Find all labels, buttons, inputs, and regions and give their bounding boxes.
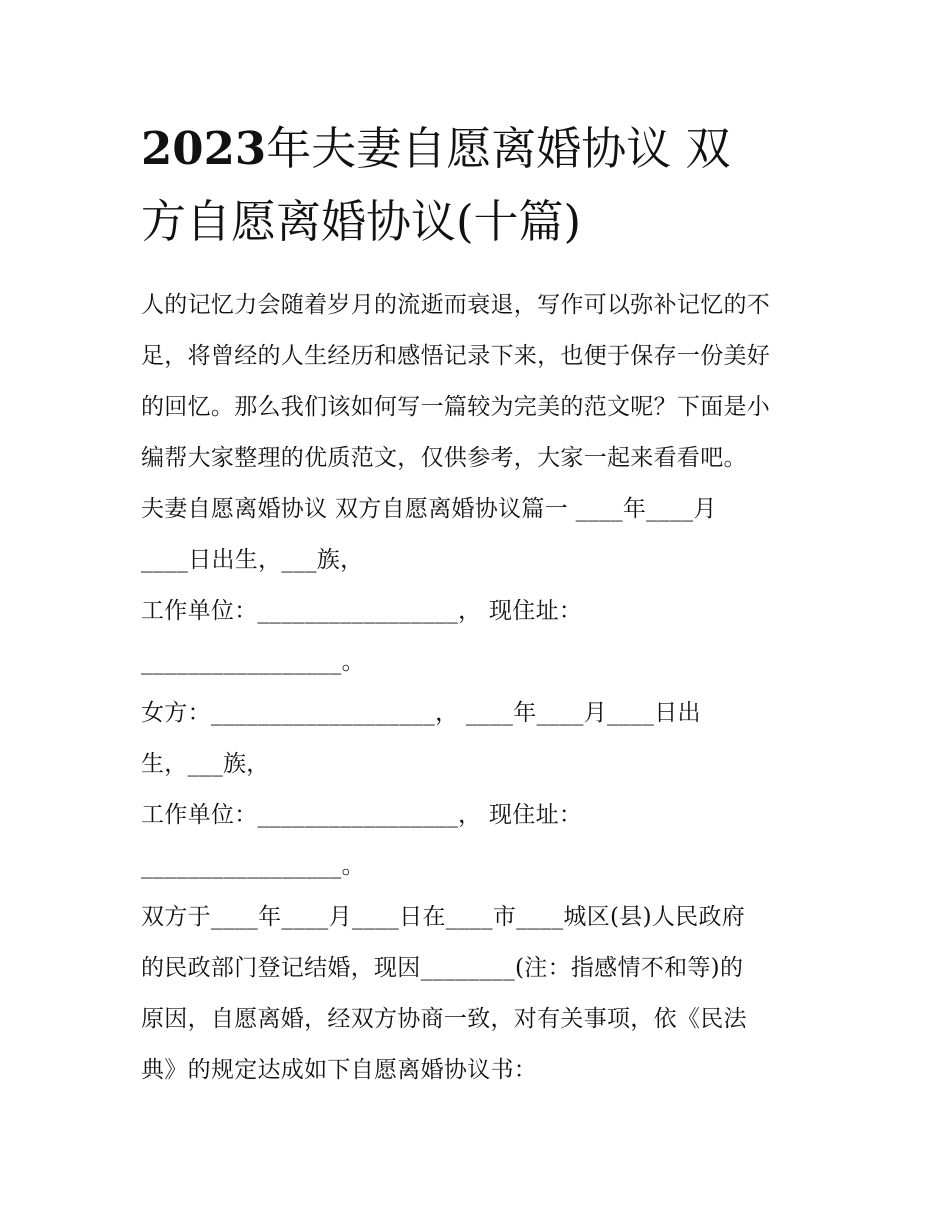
paragraph-line: 女方：___________________， ____年____月____日出 xyxy=(141,700,701,726)
paragraph-line: 人的记忆力会随着岁月的流逝而衰退，写作可以弥补记忆的不 xyxy=(141,292,771,318)
paragraph-line: 生，___族， xyxy=(141,751,270,777)
paragraph-line: 编帮大家整理的优质范文，仅供参考，大家一起来看看吧。 xyxy=(141,445,747,471)
paragraph-line: _________________。 xyxy=(141,853,365,879)
document-title xyxy=(141,112,821,258)
paragraph-line: ____日出生，___族， xyxy=(141,547,364,573)
paragraph-line: 的民政部门登记结婚，现因________(注：指感情不和等)的 xyxy=(141,955,744,981)
paragraph-line: 典》的规定达成如下自愿离婚协议书： xyxy=(141,1057,538,1083)
paragraph-line: 的回忆。那么我们该如何写一篇较为完美的范文呢？下面是小 xyxy=(141,394,771,420)
paragraph-line: 夫妻自愿离婚协议 双方自愿离婚协议篇一 ____年____月 xyxy=(141,496,717,522)
paragraph-line: 足，将曾经的人生经历和感悟记录下来，也便于保存一份美好 xyxy=(141,343,771,369)
paragraph-line: 双方于____年____月____日在____市____城区(县)人民政府 xyxy=(141,904,746,930)
paragraph-line: 原因，自愿离婚，经双方协商一致，对有关事项，依《民法 xyxy=(141,1006,747,1032)
paragraph-line: 工作单位：_________________， 现住址： xyxy=(141,598,583,624)
title-line-1 xyxy=(141,112,821,185)
title-line-2: 方自愿离婚协议(十篇) xyxy=(141,195,582,248)
paragraph-line: 工作单位：_________________， 现住址： xyxy=(141,802,583,828)
paragraph-line: _________________。 xyxy=(141,649,365,675)
title-line-1-rest: 年夫妻自愿离婚协议 双 xyxy=(266,122,731,175)
document-body xyxy=(141,280,821,1096)
title-year: 2023 xyxy=(141,122,267,175)
